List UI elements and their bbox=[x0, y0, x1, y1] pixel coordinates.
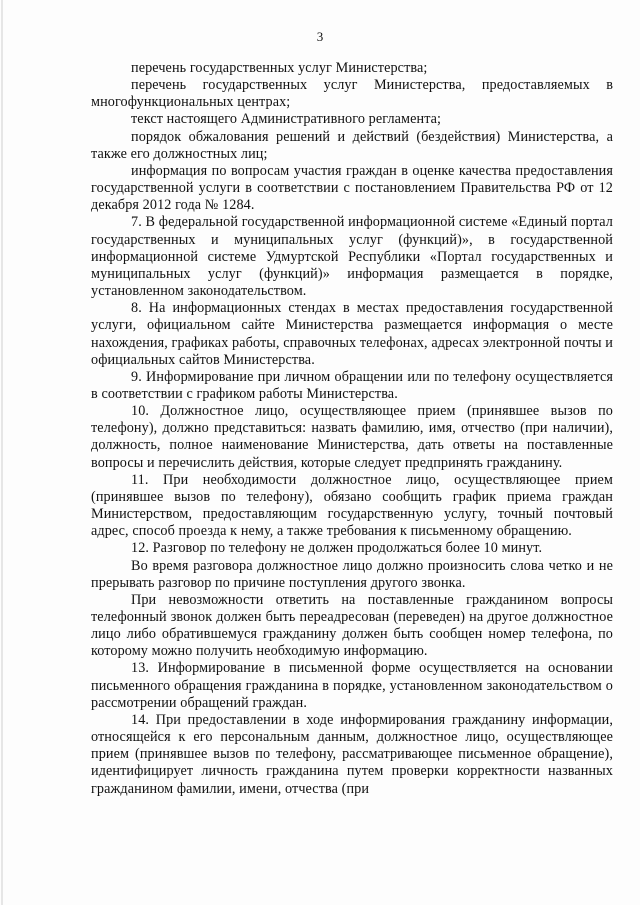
paragraph: информация по вопросам участия граждан в оценке качества предоставления государственной услуги в соответствии с постановлением Правительства РФ от 12 декабря 2012 года № 1284. bbox=[91, 162, 613, 214]
scan-edge bbox=[1, 0, 3, 905]
paragraph: 14. При предоставлении в ходе информирования гражданину информации, относящейся к его персональным данным, должностное лицо, осуществляющее прием (принявшее вызов по телефону, рассматривающее письменное обращение), идентифицирует личность гражданина путем проверки корректности названных гражданином фамилии, имени, отчества (при bbox=[91, 711, 613, 797]
paragraph: 13. Информирование в письменной форме осуществляется на основании письменного обращения гражданина в порядке, установленном законодательством о рассмотрении обращений граждан. bbox=[91, 660, 613, 711]
paragraph: 12. Разговор по телефону не должен продолжаться более 10 минут. bbox=[131, 540, 543, 557]
paragraph: 8. На информационных стендах в местах предоставления государственной услуги, официальном сайте Министерства размещается информация о месте нахождения, графиках работы, справочных телефонах, адресах электронной почты и официальных сайтов Министерства. bbox=[91, 300, 613, 368]
paragraph: Во время разговора должностное лицо должно произносить слова четко и не прерывать разговор по причине поступления другого звонка. bbox=[91, 557, 613, 591]
document-body bbox=[91, 60, 613, 798]
page-number: 3 bbox=[316, 29, 324, 44]
paragraph: перечень государственных услуг Министерства, предоставляемых в многофункциональных центрах; bbox=[91, 77, 613, 111]
paragraph: порядок обжалования решений и действий (бездействия) Министерства, а также его должностных лиц; bbox=[91, 128, 613, 162]
paragraph: текст настоящего Административного регламента; bbox=[131, 111, 442, 128]
paragraph: 11. При необходимости должностное лицо, осуществляющее прием (принявшее вызов по телефону), обязано сообщить график приема граждан Министерством, предоставляющим государственную услугу, точный почтовый адрес, способ проезда к нему, а также требования к письменному обращению. bbox=[91, 471, 613, 540]
paragraph: 9. Информирование при личном обращении или по телефону осуществляется в соответствии с графиком работы Министерства. bbox=[91, 368, 613, 402]
paragraph: 10. Должностное лицо, осуществляющее прием (принявшее вызов по телефону), должно представиться: назвать фамилию, имя, отчество (при наличии), должность, полное наименование Министерства, дать ответы на поставленные вопросы и перечислить действия, которые следует предпринять гражданину. bbox=[91, 403, 613, 471]
paragraph: При невозможности ответить на поставленные гражданином вопросы телефонный звонок должен быть переадресован (переведен) на другое должностное лицо либо обратившемуся гражданину должен быть сообщен номер телефона, по которому можно получить необходимую информацию. bbox=[91, 591, 613, 660]
paragraph: 7. В федеральной государственной информационной системе «Единый портал государственных и муниципальных услуг (функций)», в государственной информационной системе Удмуртской Республики «Портал государственных и муниципальных услуг (функций)» информация размещается в порядке, установленном законодательством. bbox=[91, 214, 613, 300]
paragraph: перечень государственных услуг Министерства; bbox=[131, 60, 428, 76]
